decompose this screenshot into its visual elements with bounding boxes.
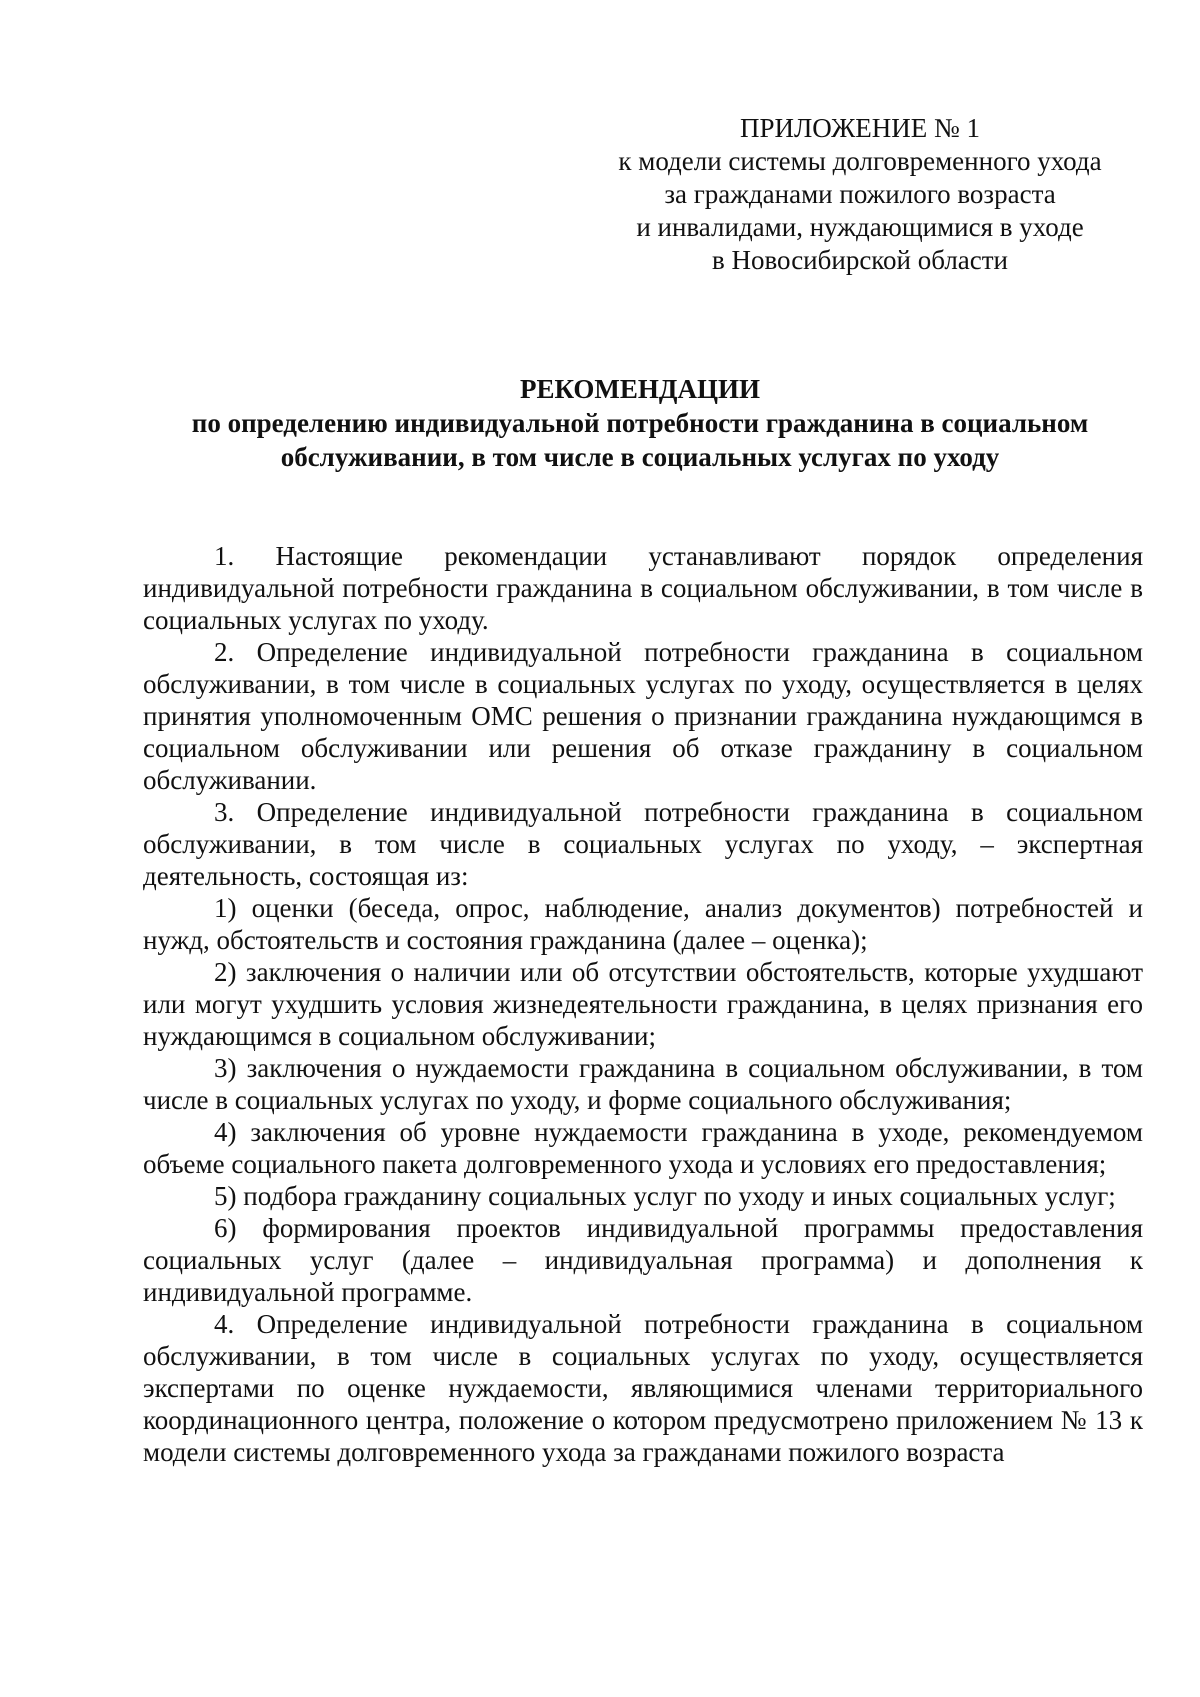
- appendix-header: [600, 112, 1120, 277]
- title-main: РЕКОМЕНДАЦИИ: [520, 374, 760, 404]
- paragraph-2: 2. Определение индивидуальной потребности гражданина в социальном обслуживании, в том числе в социальных услугах по уходу, осуществляется в целях принятия уполномоченным ОМС решения о признании гражданина нуждающимся в социальном обслуживании или решения об отказе гражданину в социальном обслуживании.: [143, 637, 1143, 795]
- list-item-1: 1) оценки (беседа, опрос, наблюдение, анализ документов) потребностей и нужд, обстоятельств и состояния гражданина (далее – оценка);: [143, 893, 1143, 955]
- appendix-title: ПРИЛОЖЕНИЕ № 1: [739, 113, 981, 143]
- appendix-line-4: в Новосибирской области: [711, 245, 1009, 275]
- list-item-5: 5) подбора гражданину социальных услуг по уходу и иных социальных услуг;: [214, 1181, 1116, 1211]
- paragraph-1: 1. Настоящие рекомендации устанавливают порядок определения индивидуальной потребности гражданина в социальном обслуживании, в том числе в социальных услугах по уходу.: [143, 541, 1143, 635]
- title-subtitle-line-2: обслуживании, в том числе в социальных услугах по уходу: [280, 442, 1000, 472]
- list-item-4: 4) заключения об уровне нуждаемости гражданина в уходе, рекомендуемом объеме социального пакета долговременного ухода и условиях его предоставления;: [143, 1117, 1143, 1179]
- appendix-line-2: за гражданами пожилого возраста: [664, 179, 1056, 209]
- document-body: [143, 540, 1143, 1468]
- document-title: [130, 372, 1150, 474]
- title-subtitle-line-1: по определению индивидуальной потребности гражданина в социальном: [191, 408, 1089, 438]
- appendix-line-1: к модели системы долговременного ухода: [618, 146, 1102, 176]
- paragraph-4: 4. Определение индивидуальной потребности гражданина в социальном обслуживании, в том числе в социальных услугах по уходу, осуществляется экспертами по оценке нуждаемости, являющимися членами территориального координационного центра, положение о котором предусмотрено приложением № 13 к модели системы долговременного ухода за гражданами пожилого возраста: [143, 1309, 1143, 1467]
- list-item-6: 6) формирования проектов индивидуальной программы предоставления социальных услуг (далее – индивидуальная программа) и дополнения к индивидуальной программе.: [143, 1213, 1143, 1307]
- list-item-3: 3) заключения о нуждаемости гражданина в социальном обслуживании, в том числе в социальных услугах по уходу, и форме социального обслуживания;: [143, 1053, 1143, 1115]
- list-item-2: 2) заключения о наличии или об отсутствии обстоятельств, которые ухудшают или могут ухудшить условия жизнедеятельности гражданина, в целях признания его нуждающимся в социальном обслуживании;: [143, 957, 1143, 1051]
- appendix-line-3: и инвалидами, нуждающимися в уходе: [636, 212, 1084, 242]
- paragraph-3: 3. Определение индивидуальной потребности гражданина в социальном обслуживании, в том числе в социальных услугах по уходу, – экспертная деятельность, состоящая из:: [143, 797, 1143, 891]
